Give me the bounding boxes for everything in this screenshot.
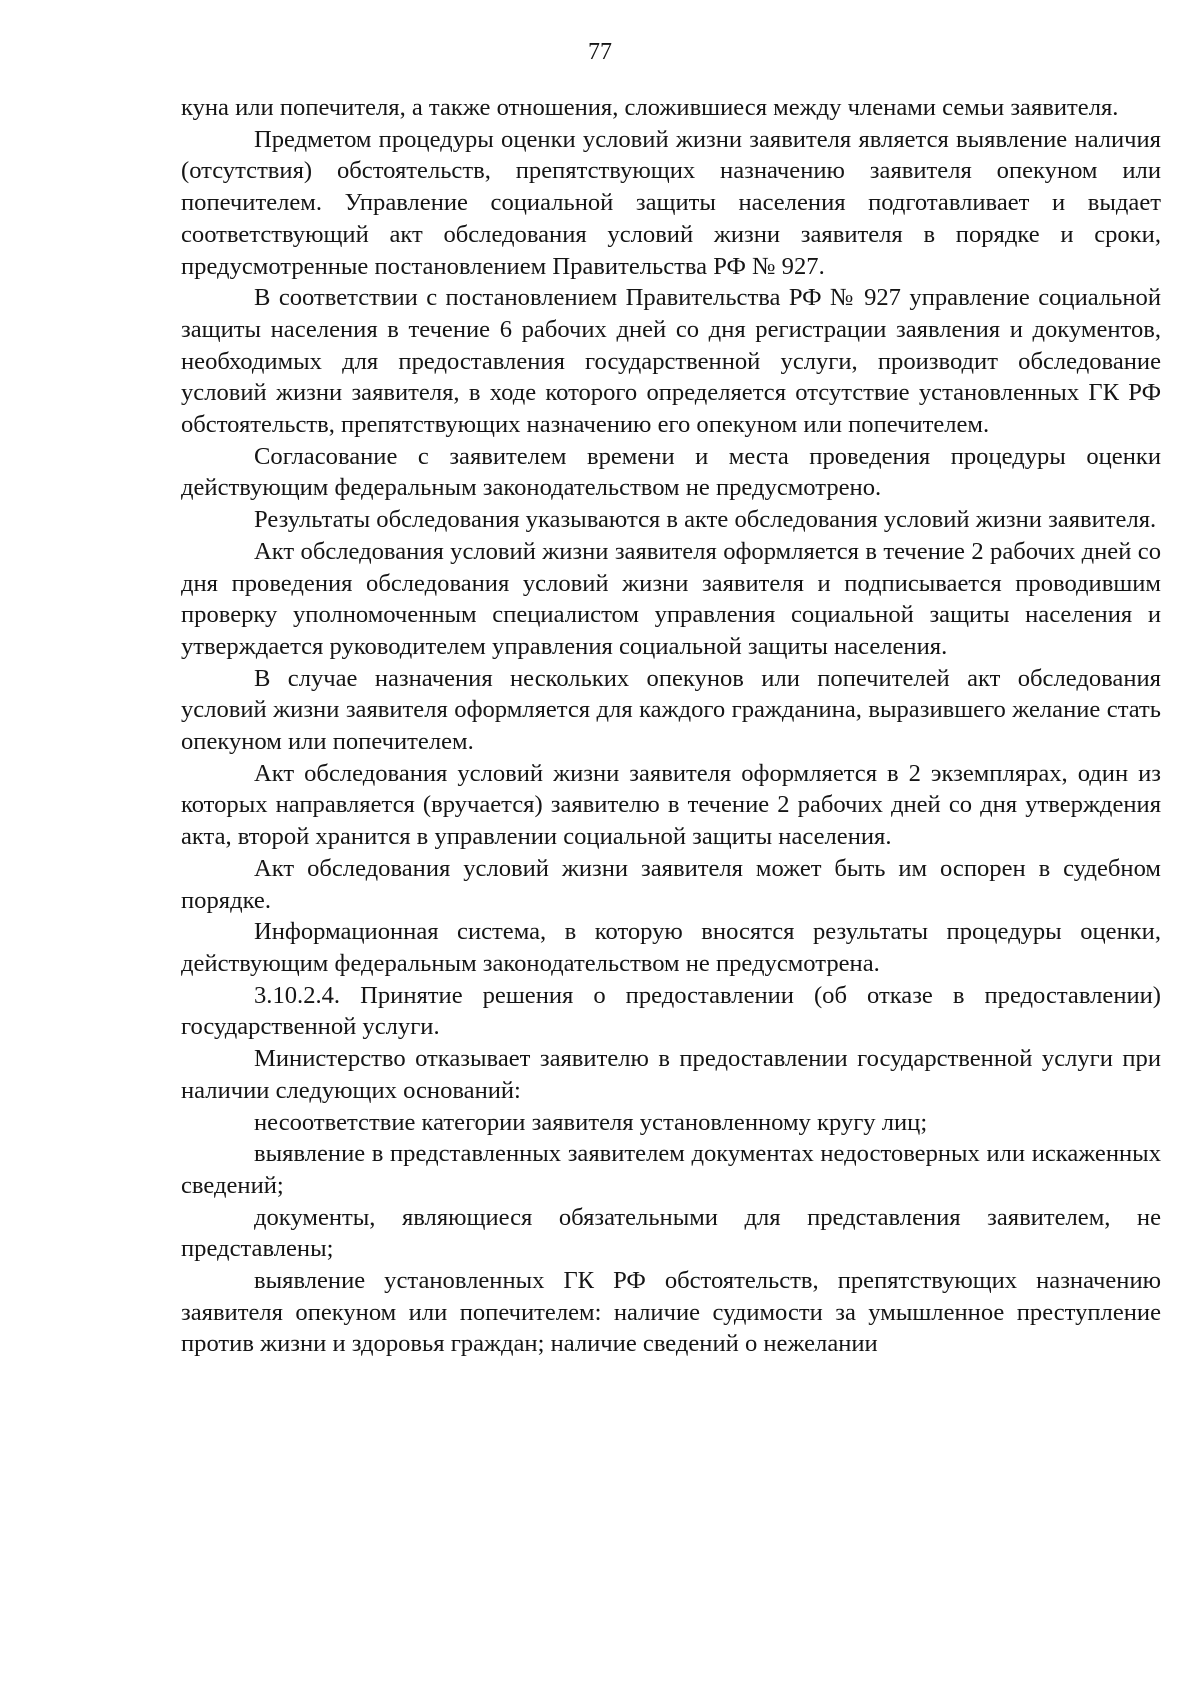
paragraph: Министерство отказывает заявителю в предоставлении государственной услуги при наличии следующих оснований: [181, 1045, 1161, 1104]
page-number: 77 [588, 39, 612, 65]
paragraph: Информационная система, в которую вносятся результаты процедуры оценки, действующим федеральным законодательством не предусмотрена. [181, 918, 1161, 977]
list-item: выявление в представленных заявителем документах недостоверных или искаженных сведений; [181, 1140, 1161, 1199]
body-text [181, 92, 1161, 1360]
section-heading: 3.10.2.4. Принятие решения о предоставлении (об отказе в предоставлении) государственной услуги. [181, 981, 1161, 1041]
list-item: выявление установленных ГК РФ обстоятельств, препятствующих назначению заявителя опекуном или попечителем: наличие судимости за умышленное преступление против жизни и здоровья граждан; наличие сведений о нежелании [181, 1267, 1161, 1358]
paragraph: Акт обследования условий жизни заявителя может быть им оспорен в судебном порядке. [181, 854, 1161, 914]
list-item: документы, являющиеся обязательными для представления заявителем, не представлены; [181, 1203, 1161, 1263]
paragraph: Согласование с заявителем времени и места проведения процедуры оценки действующим федеральным законодательством не предусмотрено. [181, 442, 1161, 502]
paragraph: В случае назначения нескольких опекунов или попечителей акт обследования условий жизни заявителя оформляется для каждого гражданина, выразившего желание стать опекуном или попечителем. [181, 664, 1161, 756]
paragraph: Результаты обследования указываются в акте обследования условий жизни заявителя. [254, 506, 1157, 534]
paragraph: Предметом процедуры оценки условий жизни заявителя является выявление наличия (отсутствия) обстоятельств, препятствующих назначению заявителя опекуном или попечителем. Управление социальной защиты населения подготавливает и выдает соответствующий акт обследования условий жизни заявителя в порядке и сроки, предусмотренные постановлением Правительства РФ № 927. [181, 125, 1161, 280]
paragraph: Акт обследования условий жизни заявителя оформляется в течение 2 рабочих дней со дня проведения обследования условий жизни заявителя и подписывается проводившим проверку уполномоченным специалистом управления социальной защиты населения и утверждается руководителем управления социальной защиты населения. [181, 537, 1161, 660]
list-item: несоответствие категории заявителя установленному кругу лиц; [254, 1108, 928, 1136]
paragraph: В соответствии с постановлением Правительства РФ № 927 управление социальной защиты населения в течение 6 рабочих дней со дня регистрации заявления и документов, необходимых для предоставления государственной услуги, производит обследование условий жизни заявителя, в ходе которого определяется отсутствие установленных ГК РФ обстоятельств, препятствующих назначению его опекуном или попечителем. [181, 284, 1161, 439]
paragraph: Акт обследования условий жизни заявителя оформляется в 2 экземплярах, один из которых направляется (вручается) заявителю в течение 2 рабочих дней со дня утверждения акта, второй хранится в управлении социальной защиты населения. [181, 759, 1161, 851]
paragraph: куна или попечителя, а также отношения, сложившиеся между членами семьи заявителя. [181, 94, 1119, 121]
